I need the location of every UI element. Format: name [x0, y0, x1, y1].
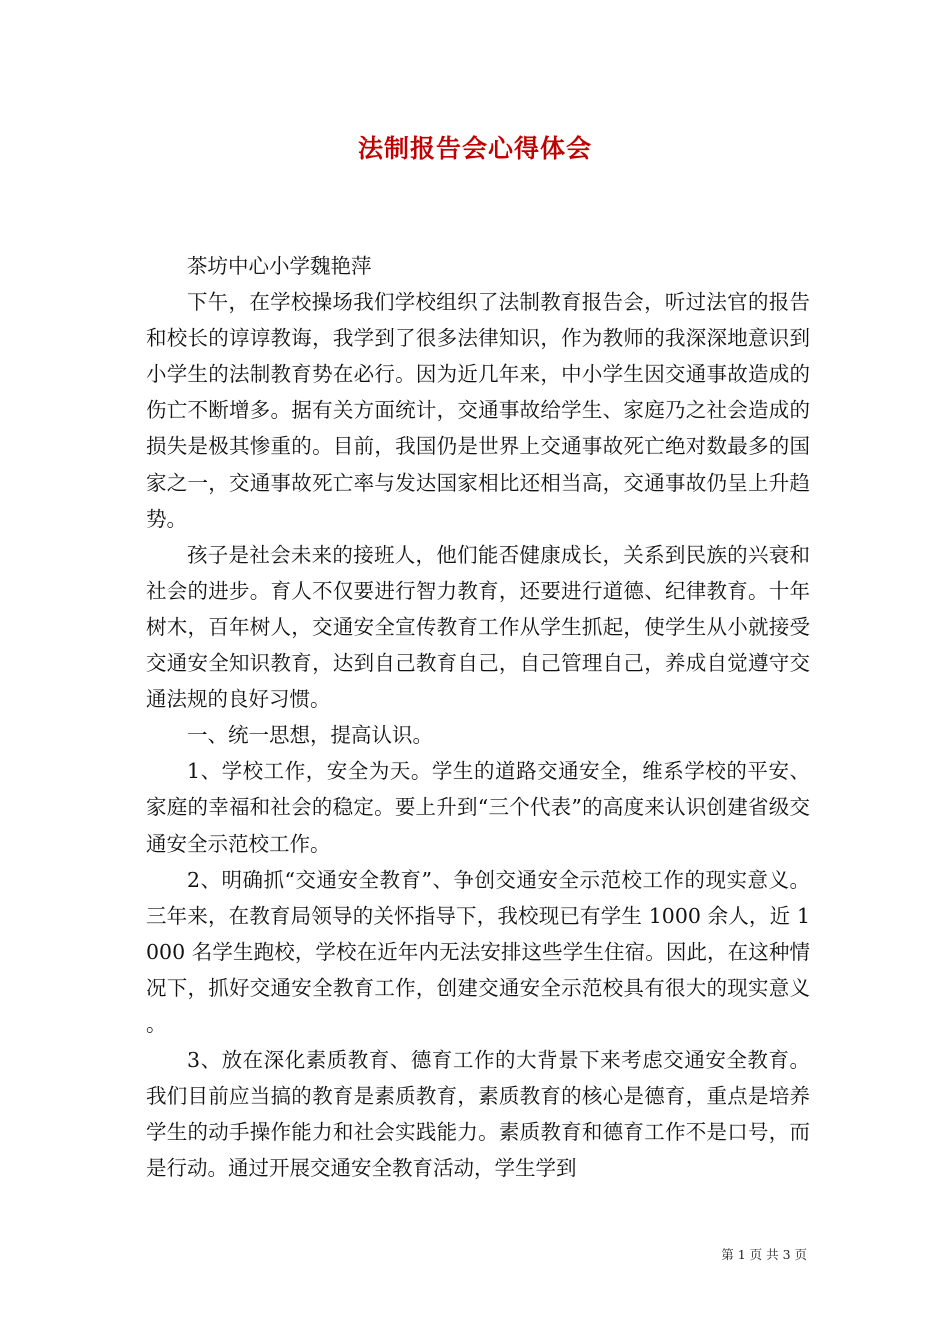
- paragraph: 3、放在深化素质教育、德育工作的大背景下来考虑交通安全教育。我们目前应当搞的教育是素质教育，素质教育的核心是德育，重点是培养学生的动手操作能力和社会实践能力。素质教育和德育工作不是口号，而是行动。通过开展交通安全教育活动，学生学到: [146, 1048, 810, 1181]
- paragraph: 2、明确抓“交通安全教育”、争创交通安全示范校工作的现实意义。三年来，在教育局领导的关怀指导下，我校现已有学生 1000 余人，近 1000 名学生跑校，学校在近年内无法安排这些学生住宿。因此，在这种情况下，抓好交通安全教育工作，创建交通安全示范校具有很大的现实意义。: [146, 867, 810, 1036]
- paragraph: 孩子是社会未来的接班人，他们能否健康成长，关系到民族的兴衰和社会的进步。育人不仅要进行智力教育，还要进行道德、纪律教育。十年树木，百年树人，交通安全宣传教育工作从学生抓起，使学生从小就接受交通安全知识教育，达到自己教育自己，自己管理自己，养成自觉遵守交通法规的良好习惯。: [146, 542, 810, 712]
- page-number-footer: [721, 1246, 807, 1264]
- document-title: 法制报告会心得体会: [357, 134, 592, 163]
- document-body: [146, 248, 810, 1186]
- paragraph: 下午，在学校操场我们学校组织了法制教育报告会，听过法官的报告和校长的谆谆教诲，我学到了很多法律知识，作为教师的我深深地意识到小学生的法制教育势在必行。因为近几年来，中小学生因交通事故造成的伤亡不断增多。据有关方面统计，交通事故给学生、家庭乃之社会造成的损失是极其惨重的。目前，我国仍是世界上交通事故死亡绝对数最多的国家之一，交通事故死亡率与发达国家相比还相当高，交通事故仍呈上升趋势。: [146, 290, 810, 531]
- page-number-label: 第 1 页 共 3 页: [721, 1247, 807, 1262]
- author-line: 茶坊中心小学魏艳萍: [187, 254, 372, 278]
- paragraph: 1、学校工作，安全为天。学生的道路交通安全，维系学校的平安、家庭的幸福和社会的稳定。要上升到“三个代表”的高度来认识创建省级交通安全示范校工作。: [146, 759, 810, 856]
- section-heading: 一、统一思想，提高认识。: [187, 723, 433, 748]
